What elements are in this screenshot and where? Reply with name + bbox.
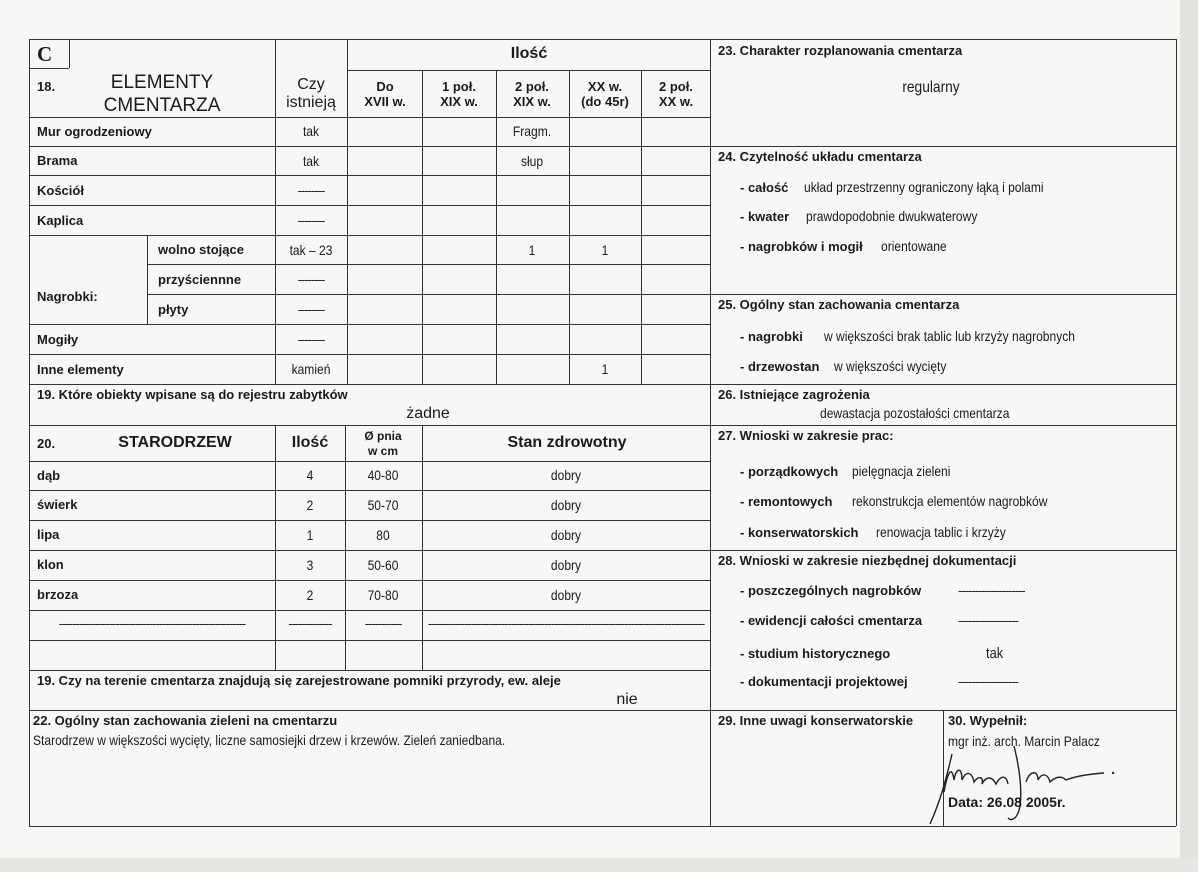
row-exists: tak (302, 123, 320, 139)
row-exists: -------- (297, 183, 325, 198)
dash-diameter: ----------- (364, 616, 402, 631)
tree-species: brzoza (37, 587, 79, 602)
trees-diameter-header: Ø pnia w cm (364, 429, 402, 458)
threats-label: 26. Istniejące zagrożenia (718, 387, 870, 402)
greenery-value: Starodrzew w większości wycięty, liczne samosiejki drzew i krzewów. Zieleń zaniedbana. (33, 732, 506, 748)
tombstones-group-label: Nagrobki: (37, 289, 98, 304)
scan-edge-right (1180, 0, 1198, 872)
readability-value: prawdopodobnie dwukwaterowy (806, 208, 978, 224)
tree-count: 1 (306, 527, 314, 543)
row-label: wolno stojące (158, 242, 244, 257)
greenery-label: 22. Ogólny stan zachowania zieleni na cmentarzu (33, 713, 338, 728)
works-value: rekonstrukcja elementów nagrobków (852, 493, 1048, 509)
remarks-label: 29. Inne uwagi konserwatorskie (718, 713, 914, 728)
tree-diameter: 50-60 (367, 557, 399, 573)
signature-mark (922, 740, 1132, 830)
row-exists: kamień (291, 361, 331, 377)
works-key: - remontowych (740, 494, 833, 509)
documentation-key: - studium historycznego (740, 646, 891, 661)
elements-title-line1: ELEMENTY (110, 72, 214, 93)
documentation-key: - ewidencji całości cmentarza (740, 613, 923, 628)
exists-header-line2: istnieją (286, 94, 336, 111)
threats-value: dewastacja pozostałości cmentarza (820, 405, 1010, 421)
tree-species: świerk (37, 497, 78, 512)
period-header-2: 1 poł. XIX w. (440, 79, 478, 109)
row-label: Kaplica (37, 213, 84, 228)
works-label: 27. Wnioski w zakresie prac: (718, 428, 894, 443)
tree-species: dąb (37, 468, 61, 483)
row-label: Brama (37, 153, 78, 168)
tree-health: dobry (550, 497, 582, 513)
documentation-value: tak (986, 645, 1004, 662)
row-label: Kościół (37, 183, 84, 198)
trees-health-header: Stan zdrowotny (507, 434, 627, 451)
monuments-value: nie (616, 691, 638, 708)
row-period-4: 1 (601, 242, 609, 258)
documentation-key: - dokumentacji projektowej (740, 674, 908, 689)
row-period-4: 1 (601, 361, 609, 377)
tree-health: dobry (550, 467, 582, 483)
tree-species: lipa (37, 527, 60, 542)
period-header-3: 2 poł. XIX w. (513, 79, 551, 109)
tree-diameter: 40-80 (367, 467, 399, 483)
trees-title: STARODRZEW (118, 434, 232, 451)
documentation-value: -------------------- (958, 583, 1025, 598)
elements-title-line2: CMENTARZA (103, 95, 221, 116)
tree-count: 2 (306, 587, 314, 603)
readability-value: orientowane (881, 238, 947, 254)
row-label: Inne elementy (37, 362, 124, 377)
readability-label: 24. Czytelność układu cmentarza (718, 149, 922, 164)
row-exists: tak – 23 (289, 242, 333, 258)
readability-key: - kwater (740, 209, 790, 224)
documentation-key: - poszczególnych nagrobków (740, 583, 922, 598)
readability-key: - całość (740, 180, 789, 195)
readability-value: układ przestrzenny ograniczony łąką i polami (804, 179, 1044, 195)
documentation-value: ------------------ (958, 674, 1018, 689)
exists-header-line1: Czy (297, 76, 325, 93)
trees-count-header: Ilość (291, 434, 329, 451)
scan-edge-bottom (0, 858, 1198, 872)
layout-char-value: regularny (902, 79, 960, 96)
preservation-key: - drzewostan (740, 359, 820, 374)
documentation-value: ------------------ (958, 613, 1018, 628)
tree-species: klon (37, 557, 64, 572)
row-exists: -------- (297, 272, 325, 287)
works-value: renowacja tablic i krzyży (876, 524, 1006, 540)
row-label: Mogiły (37, 332, 79, 347)
works-key: - porządkowych (740, 464, 839, 479)
tree-diameter: 80 (376, 527, 390, 543)
section-18-number: 18. (37, 79, 56, 94)
preservation-label: 25. Ogólny stan zachowania cmentarza (718, 297, 960, 312)
layout-char-label: 23. Charakter rozplanowania cmentarza (718, 43, 963, 58)
period-header-5: 2 poł. XX w. (658, 79, 694, 109)
filled-by-name: mgr inż. arch. Marcin Palacz (948, 733, 1100, 749)
dash-health: ----------------------------------------------------------------------------------- (427, 616, 705, 631)
filled-by-date: Data: 26.08 2005r. (948, 794, 1066, 810)
monuments-label: 19. Czy na terenie cmentarza znajdują się zarejestrowane pomniki przyrody, ew. aleje (37, 673, 561, 688)
period-header-1: Do XVII w. (364, 79, 406, 109)
dash-species: -------------------------------------------------------- (58, 616, 246, 631)
works-key: - konserwatorskich (740, 525, 859, 540)
row-exists: -------- (297, 332, 325, 347)
readability-key: - nagrobków i mogił (740, 239, 863, 254)
tree-diameter: 50-70 (367, 497, 399, 513)
registry-label: 19. Które obiekty wpisane są do rejestru zabytków (37, 387, 348, 402)
row-label: płyty (158, 302, 189, 317)
documentation-label: 28. Wnioski w zakresie niezbędnej dokumentacji (718, 553, 1017, 568)
row-exists: tak (302, 153, 320, 169)
row-period-3: słup (520, 153, 544, 169)
tree-count: 2 (306, 497, 314, 513)
row-label: Mur ogrodzeniowy (37, 124, 152, 139)
preservation-key: - nagrobki (740, 329, 803, 344)
tree-diameter: 70-80 (367, 587, 399, 603)
works-value: pielęgnacja zieleni (852, 463, 951, 479)
row-period-3: 1 (528, 242, 536, 258)
preservation-value: w większości brak tablic lub krzyży nagrobnych (824, 328, 1075, 344)
tree-health: dobry (550, 557, 582, 573)
period-header-4: XX w. (do 45r) (581, 79, 629, 109)
registry-value: żadne (406, 405, 450, 422)
tree-health: dobry (550, 587, 582, 603)
section-letter: C (37, 42, 53, 66)
preservation-value: w większości wycięty (834, 358, 947, 374)
quantity-header: Ilość (510, 45, 548, 62)
filled-by-label: 30. Wypełnił: (948, 713, 1028, 728)
row-exists: -------- (297, 213, 325, 228)
row-exists: -------- (297, 302, 325, 317)
dash-count: ------------- (288, 616, 332, 631)
tree-count: 4 (306, 467, 314, 483)
row-period-3: Fragm. (512, 123, 552, 139)
tree-count: 3 (306, 557, 314, 573)
tree-health: dobry (550, 527, 582, 543)
row-label: przyściennne (158, 272, 242, 287)
section-20-number: 20. (37, 436, 56, 451)
